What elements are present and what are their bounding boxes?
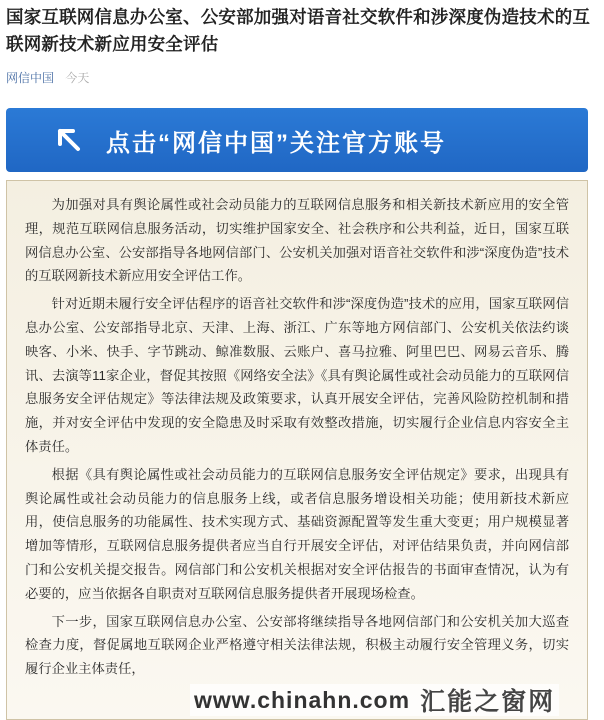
body-paragraph-4: 下一步，国家互联网信息办公室、公安部将继续指导各地网信部门和公安机关加大巡查检查力度，督促属地互联网企业严格遵守相关法律法规，积极主动履行安全管理义务，切实履行企业主体责任， bbox=[25, 613, 569, 677]
site-watermark bbox=[190, 684, 559, 716]
watermark-text: 汇能之窗网 bbox=[420, 688, 556, 716]
body-paragraph-3: 根据《具有舆论属性或社会动员能力的互联网信息服务安全评估规定》要求，出现具有舆论属性或社会动员能力的信息服务上线，或者信息服务增设相关功能；使用新技术新应用，使信息服务的功能属性、技术实现方式、基础资源配置等发生重大变更；用户规模显著增加等情形，互联网信息服务提供者应当自行开展安全评估，对评估结果负责，并向网信部门和公安机关提交报告。网信部门和公安机关根据对安全评估报告的书面审查情况，认为有必要的，应当依据各自职责对互联网信息服务提供者开展现场检查。 bbox=[25, 466, 569, 601]
body-paragraph-1: 为加强对具有舆论属性或社会动员能力的互联网信息服务和相关新技术新应用的安全管理，规范互联网信息服务活动，切实维护国家安全、社会秩序和公共利益，近日，国家互联网信息办公室、公安部指导各地网信部门、公安机关加强对语音社交软件和涉“深度伪造”技术的互联网新技术新应用安全评估工作。 bbox=[25, 197, 569, 284]
source-link[interactable]: 网信中国 bbox=[6, 71, 55, 85]
arrow-up-left-icon bbox=[54, 125, 84, 155]
follow-banner[interactable] bbox=[6, 108, 588, 172]
article-title: 国家互联网信息办公室、公安部加强对语音社交软件和涉深度伪造技术的互联网新技术新应用安全评估 bbox=[6, 7, 591, 54]
publish-time: 今天 bbox=[65, 71, 90, 85]
follow-banner-text: 点击“网信中国”关注官方账号 bbox=[106, 129, 446, 157]
body-paragraph-2: 针对近期未履行安全评估程序的语音社交软件和涉“深度伪造”技术的应用，国家互联网信息办公室、公安部指导北京、天津、上海、浙江、广东等地方网信部门、公安机关依法约谈映客、小米、快手、字节跳动、鲸准数服、云账户、喜马拉雅、阿里巴巴、网易云音乐、腾讯、去演等11家企业，督促其按照《网络安全法》《具有舆论属性或社会动员能力的互联网信息服务安全评估规定》等法律法规及政策要求，认真开展安全评估，完善风险防控机制和措施，并对安全评估中发现的安全隐患及时采取有效整改措施，切实履行企业信息内容安全主体责任。 bbox=[25, 296, 569, 454]
article-meta bbox=[6, 69, 89, 86]
watermark-url: www.chinahn.com bbox=[194, 686, 411, 713]
article-body bbox=[6, 180, 588, 720]
